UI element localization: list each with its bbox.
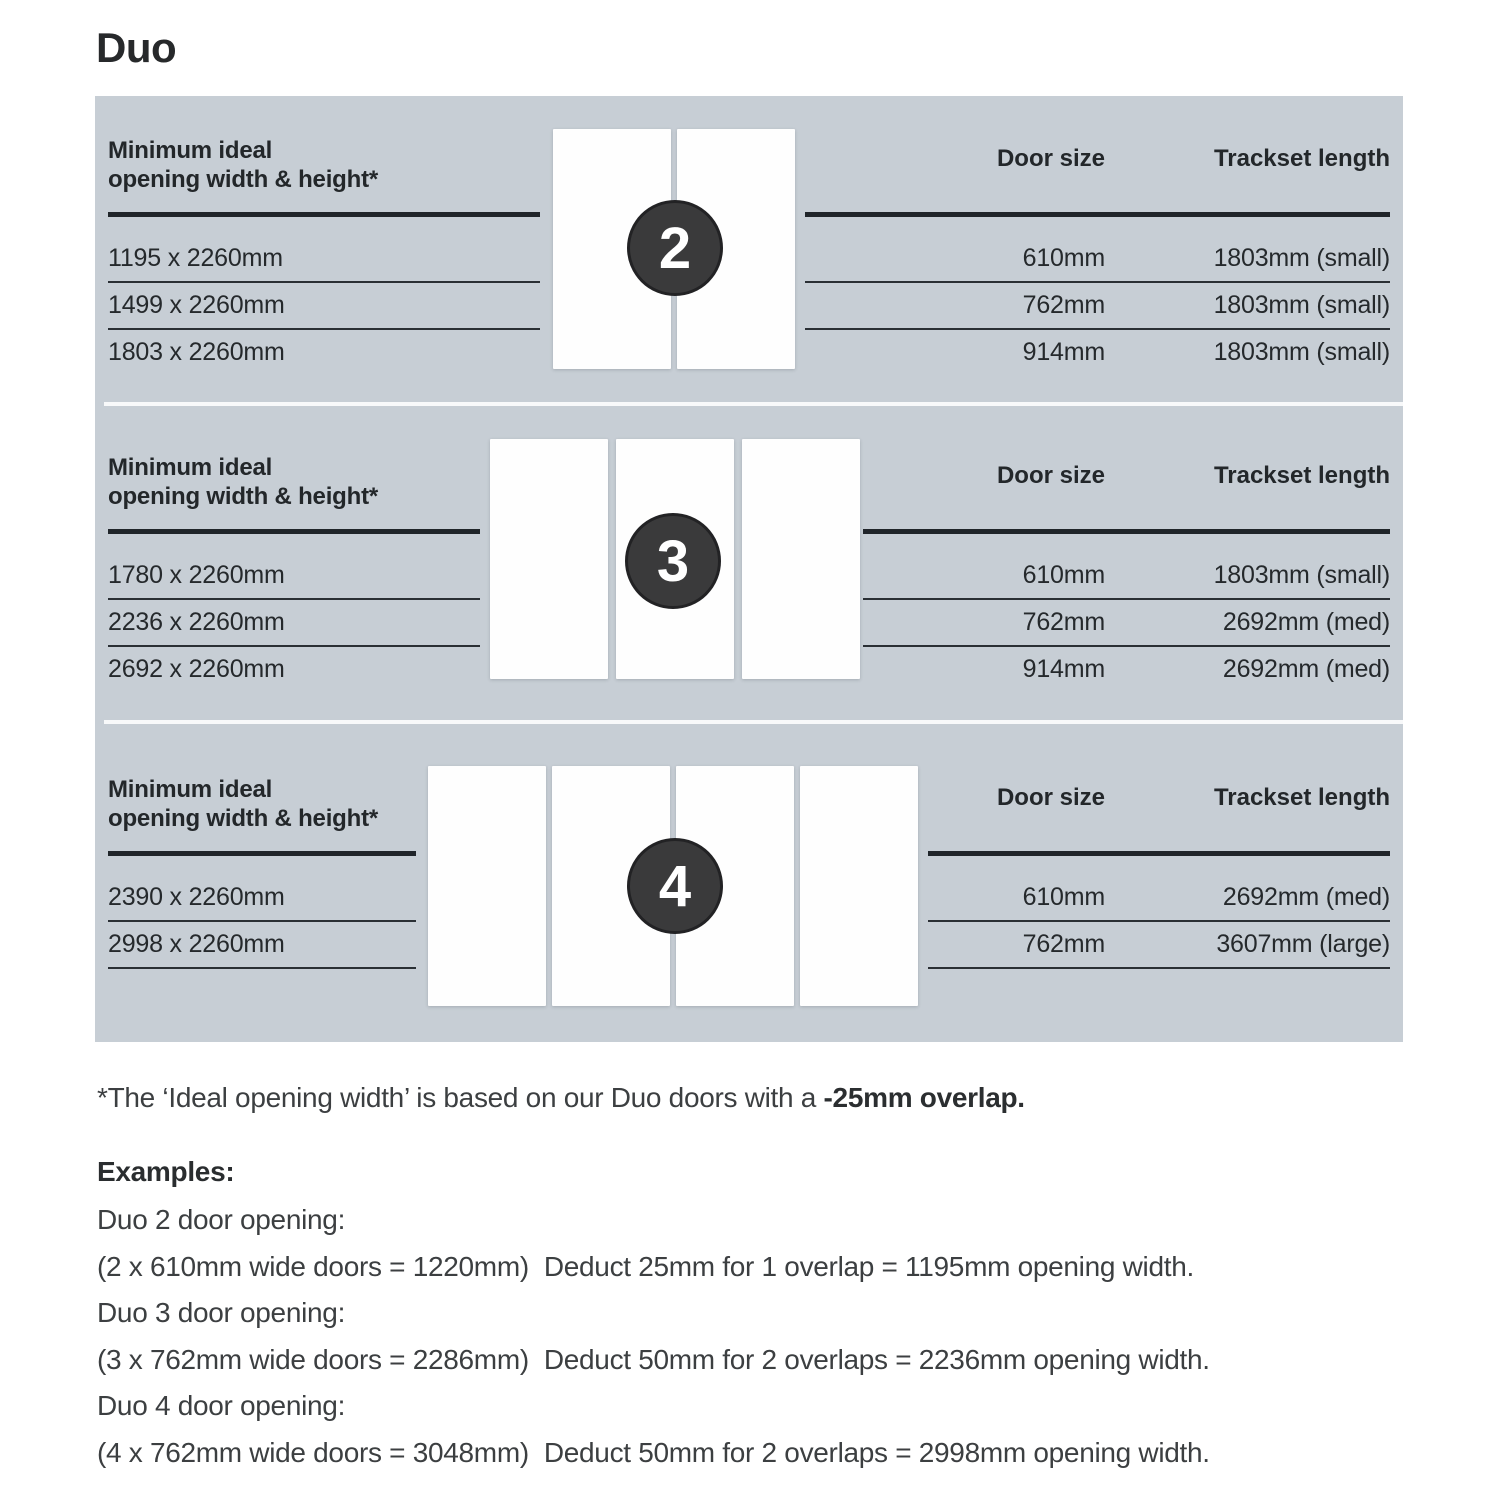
table-row (108, 330, 540, 375)
door-size-value: 762mm (1022, 930, 1105, 958)
spec-panel (95, 96, 1403, 1042)
door-size-value: 610mm (1022, 244, 1105, 272)
trackset-value: 1803mm (small) (1213, 291, 1390, 319)
opening-size-table-4 (108, 775, 416, 969)
header-line1: Minimum ideal (108, 137, 273, 164)
trackset-column-header: Trackset length (1213, 784, 1390, 811)
page-title: Duo (96, 24, 177, 71)
door-size-table-2 (805, 136, 1390, 375)
door-size-header-row (863, 453, 1390, 529)
trackset-column-header: Trackset length (1213, 462, 1390, 489)
header-line1: Minimum ideal (108, 776, 273, 803)
example-line: (3 x 762mm wide doors = 2286mm) Deduct 50mm for 2 overlaps = 2236mm opening width. (97, 1343, 1210, 1375)
opening-value: 2998 x 2260mm (108, 930, 285, 958)
opening-size-table-2 (108, 136, 540, 375)
trackset-column-header: Trackset length (1213, 145, 1390, 172)
table-row (928, 875, 1390, 922)
door-size-column-header: Door size (996, 784, 1105, 811)
table-row (108, 922, 416, 969)
door-size-rows (805, 217, 1390, 375)
door-count-badge-4: 4 (627, 838, 723, 934)
footnote-bold-text: -25mm overlap. (823, 1082, 1025, 1113)
door-size-rows (863, 534, 1390, 692)
table-row (108, 600, 480, 647)
opening-value: 2692 x 2260mm (108, 655, 285, 683)
door-count-badge-2: 2 (627, 200, 723, 296)
door-size-value: 762mm (1022, 608, 1105, 636)
table-row (108, 647, 480, 692)
footnote (97, 1082, 1025, 1114)
table-row (108, 236, 540, 283)
examples-list (97, 1204, 1210, 1483)
duo-4-section (95, 724, 1403, 1043)
door-panel (490, 439, 608, 679)
opening-rows (108, 217, 540, 375)
opening-rows (108, 534, 480, 692)
header-line2: opening width & height* (108, 805, 379, 832)
opening-value: 1499 x 2260mm (108, 291, 285, 319)
trackset-value: 3607mm (large) (1216, 930, 1390, 958)
door-size-value: 914mm (1022, 655, 1105, 683)
table-row (805, 283, 1390, 330)
example-line: (4 x 762mm wide doors = 3048mm) Deduct 50mm for 2 overlaps = 2998mm opening width. (97, 1436, 1210, 1468)
opening-value: 1195 x 2260mm (108, 244, 283, 272)
door-size-value: 610mm (1022, 561, 1105, 589)
table-row (863, 647, 1390, 692)
door-size-table-4 (928, 775, 1390, 969)
opening-size-header (108, 136, 540, 194)
duo-2-section (95, 96, 1403, 402)
door-size-header-row (805, 136, 1390, 212)
example-line: Duo 4 door opening: (97, 1390, 346, 1421)
opening-rows (108, 856, 416, 969)
examples-heading: Examples: (97, 1156, 235, 1187)
door-size-value: 610mm (1022, 883, 1105, 911)
table-row (928, 922, 1390, 969)
opening-value: 1780 x 2260mm (108, 561, 285, 589)
door-count-badge-3: 3 (625, 513, 721, 609)
door-panel (428, 766, 546, 1006)
header-line1: Minimum ideal (108, 454, 273, 481)
example-line: Duo 2 door opening: (97, 1204, 346, 1235)
door-size-column-header: Door size (996, 462, 1105, 489)
door-panel (742, 439, 860, 679)
opening-size-table-3 (108, 453, 480, 692)
trackset-value: 1803mm (small) (1213, 561, 1390, 589)
trackset-value: 1803mm (small) (1213, 244, 1390, 272)
table-row (108, 283, 540, 330)
table-row (108, 553, 480, 600)
opening-size-header (108, 775, 416, 833)
header-line2: opening width & height* (108, 483, 379, 510)
table-row (863, 600, 1390, 647)
table-row (805, 330, 1390, 375)
trackset-value: 2692mm (med) (1222, 655, 1390, 683)
opening-size-header (108, 453, 480, 511)
example-line: Duo 3 door opening: (97, 1297, 346, 1328)
example-line: (2 x 610mm wide doors = 1220mm) Deduct 25mm for 1 overlap = 1195mm opening width. (97, 1250, 1194, 1282)
table-row (108, 875, 416, 922)
door-size-value: 914mm (1022, 338, 1105, 366)
door-size-header-row (928, 775, 1390, 851)
table-row (863, 553, 1390, 600)
opening-value: 1803 x 2260mm (108, 338, 285, 366)
trackset-value: 1803mm (small) (1213, 338, 1390, 366)
table-row (805, 236, 1390, 283)
door-panel (800, 766, 918, 1006)
door-size-table-3 (863, 453, 1390, 692)
door-size-column-header: Door size (996, 145, 1105, 172)
duo-3-section (95, 406, 1403, 720)
opening-value: 2390 x 2260mm (108, 883, 285, 911)
header-line2: opening width & height* (108, 166, 379, 193)
door-size-rows (928, 856, 1390, 969)
footnote-text: *The ‘Ideal opening width’ is based on our Duo doors with a (97, 1082, 824, 1113)
opening-value: 2236 x 2260mm (108, 608, 285, 636)
door-size-value: 762mm (1022, 291, 1105, 319)
trackset-value: 2692mm (med) (1222, 883, 1390, 911)
trackset-value: 2692mm (med) (1222, 608, 1390, 636)
